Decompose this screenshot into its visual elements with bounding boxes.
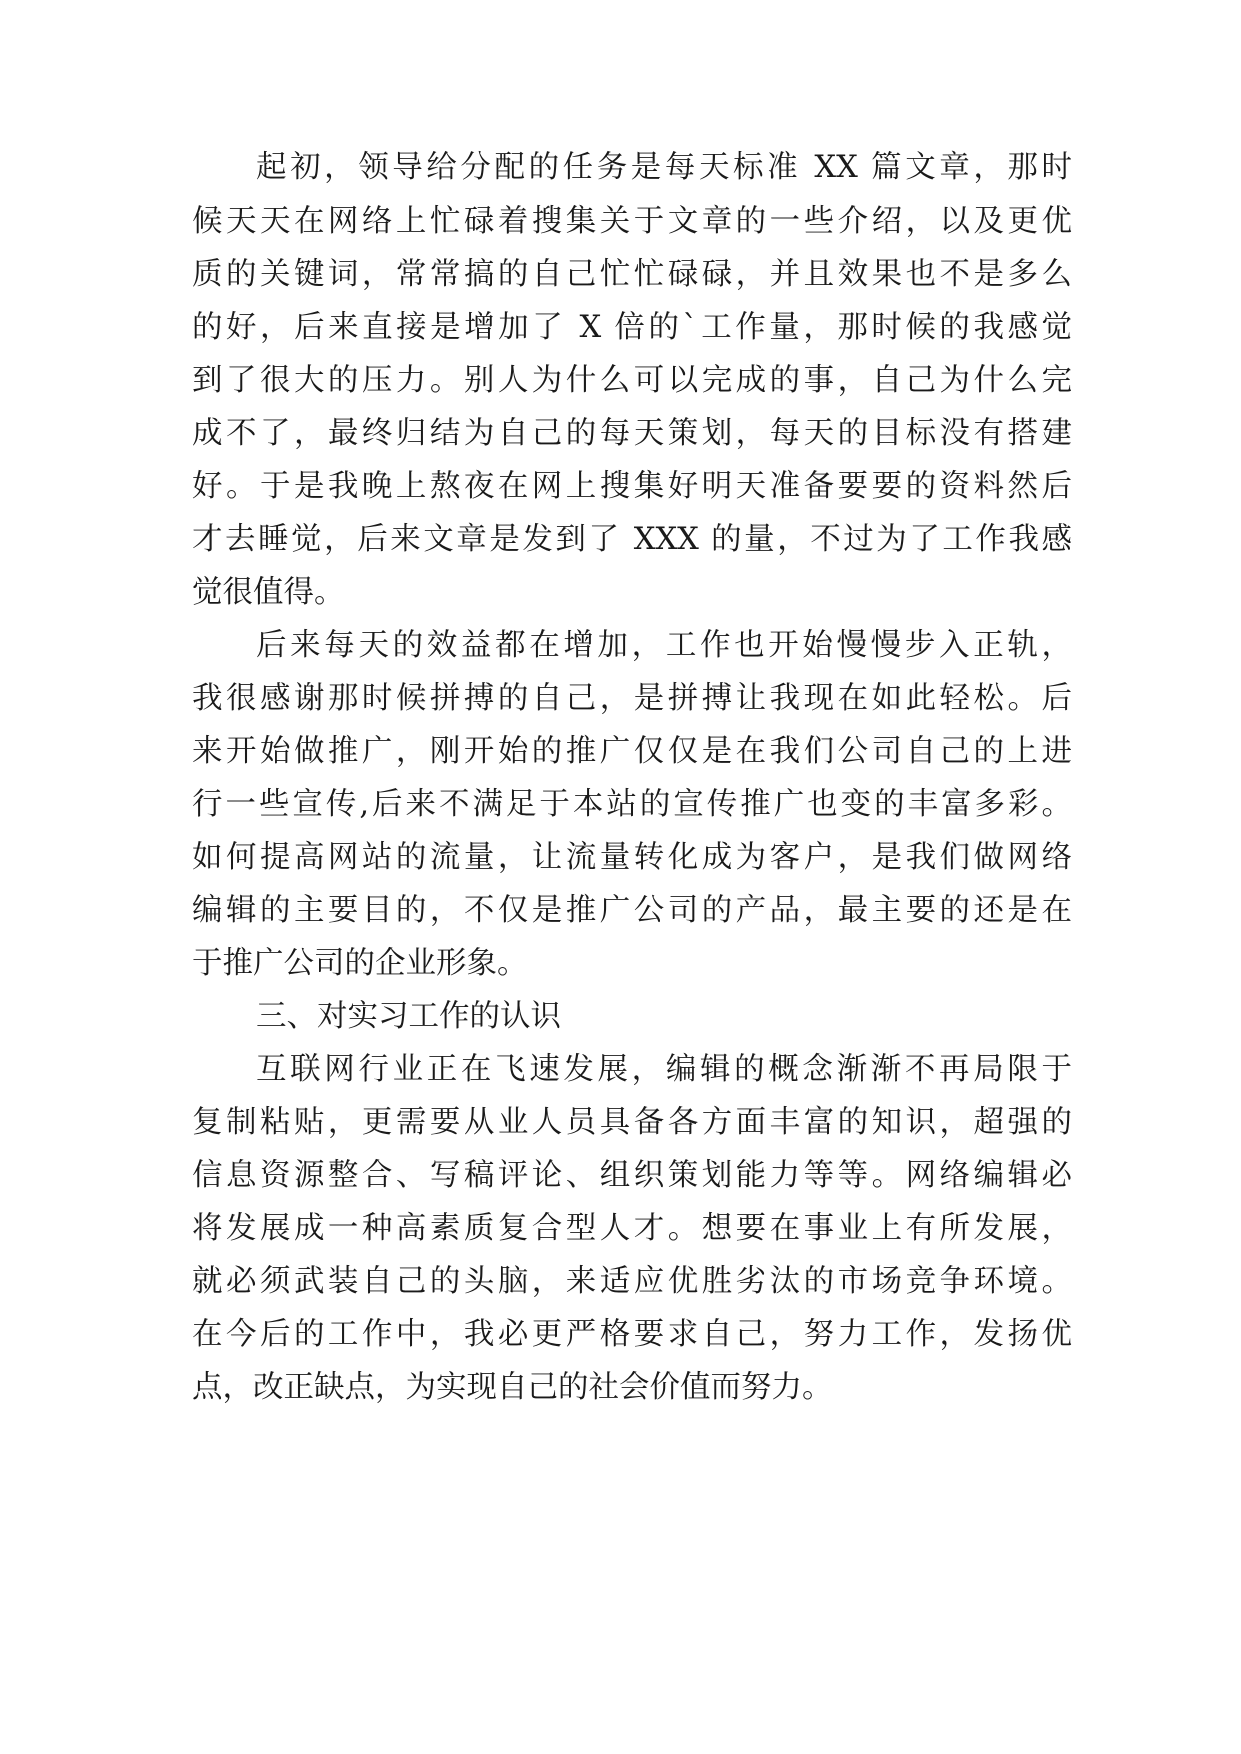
- paragraph-3-line-1: 互联网行业正在飞速发展，编辑的概念渐渐不再局限于: [256, 1052, 1072, 1087]
- paragraph-3-line-5: 就必须武装自己的头脑，来适应优胜劣汰的市场竞争环境。: [192, 1264, 1072, 1299]
- paragraph-2-line-6: 编辑的主要目的，不仅是推广公司的产品，最主要的还是在: [192, 893, 1072, 928]
- paragraph-1-line-8: 才去睡觉，后来文章是发到了 XXX 的量，不过为了工作我感: [192, 522, 1072, 557]
- paragraph-1-line-3: 质的关键词，常常搞的自己忙忙碌碌，并且效果也不是多么: [192, 257, 1072, 292]
- paragraph-2-line-7: 于推广公司的企业形象。: [192, 946, 528, 981]
- paragraph-2-line-1: 后来每天的效益都在增加，工作也开始慢慢步入正轨，: [256, 628, 1072, 663]
- paragraph-3-line-7: 点，改正缺点，为实现自己的社会价值而努力。: [192, 1370, 833, 1405]
- paragraph-1-line-2: 候天天在网络上忙碌着搜集关于文章的一些介绍，以及更优: [192, 204, 1072, 239]
- paragraph-3-line-4: 将发展成一种高素质复合型人才。想要在事业上有所发展，: [192, 1211, 1072, 1246]
- paragraph-2-line-5: 如何提高网站的流量，让流量转化成为客户，是我们做网络: [192, 840, 1072, 875]
- paragraph-1-line-5: 到了很大的压力。别人为什么可以完成的事，自己为什么完: [192, 363, 1072, 398]
- paragraph-1-line-7: 好。于是我晚上熬夜在网上搜集好明天准备要要的资料然后: [192, 469, 1072, 504]
- paragraph-2-line-4: 行一些宣传,后来不满足于本站的宣传推广也变的丰富多彩。: [192, 787, 1072, 822]
- paragraph-1-line-4: 的好，后来直接是增加了 X 倍的`工作量，那时候的我感觉: [192, 310, 1072, 345]
- paragraph-3-line-6: 在今后的工作中，我必更严格要求自己，努力工作，发扬优: [192, 1317, 1072, 1352]
- paragraph-1-line-9: 觉很值得。: [192, 575, 345, 610]
- paragraph-1-line-6: 成不了，最终归结为自己的每天策划，每天的目标没有搭建: [192, 416, 1072, 451]
- section-heading: 三、对实习工作的认识: [256, 999, 561, 1034]
- paragraph-1-line-1: 起初，领导给分配的任务是每天标准 XX 篇文章，那时: [256, 150, 1072, 185]
- paragraph-3-line-3: 信息资源整合、写稿评论、组织策划能力等等。网络编辑必: [192, 1158, 1072, 1193]
- paragraph-2-line-2: 我很感谢那时候拼搏的自己，是拼搏让我现在如此轻松。后: [192, 681, 1072, 716]
- paragraph-3-line-2: 复制粘贴，更需要从业人员具备各方面丰富的知识，超强的: [192, 1105, 1072, 1140]
- paragraph-2-line-3: 来开始做推广，刚开始的推广仅仅是在我们公司自己的上进: [192, 734, 1072, 769]
